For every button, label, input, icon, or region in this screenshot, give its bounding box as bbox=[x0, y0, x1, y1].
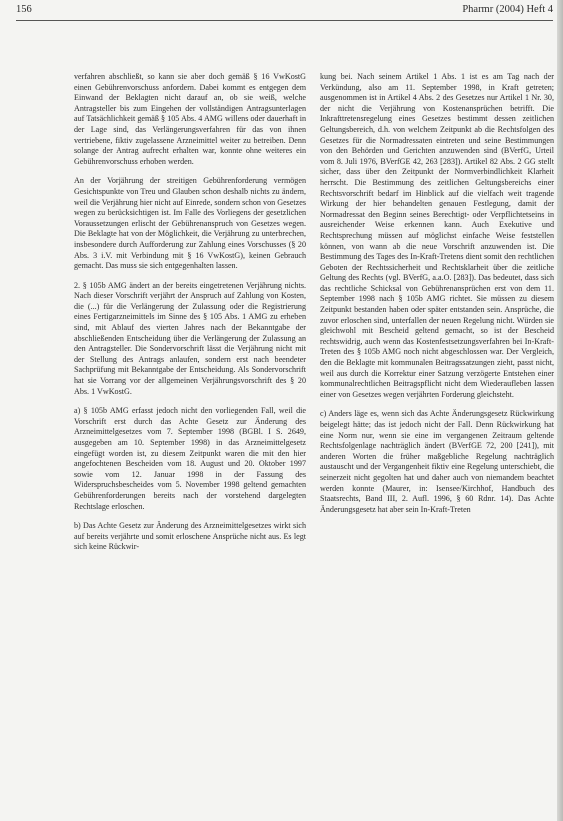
paragraph: verfahren abschließt, so kann sie aber doch gemäß § 16 VwKostG einen Gebührenvorschuss anfordern. Dabei kommt es entgegen dem Einwand der Beklagten nicht darauf an, ob sie weiß, welche Antragsteller bis zum Eingehen der vollständigen Antragsunterlagen auf Tatsächlichkeit gemäß § 105 Abs. 4 AMG willens oder dauerhaft in der Lage sind, das Verlängerungsverfahren für das von ihnen vertriebene, fiktiv zugelassene Arzneimittel weiter zu betreiben. Denn solange der Antrag aufrecht erhalten war, konnte ohne weiteres ein Gebührenvorschuss erhoben werden. bbox=[74, 72, 306, 166]
left-column bbox=[74, 72, 306, 812]
paragraph: An der Vorjährung der streitigen Gebührenforderung vermögen Gesichtspunkte von Treu und Glauben schon deshalb nichts zu ändern, weil die Verjährung hier nicht auf Einrede, sondern schon von Gesetzes wegen zu berücksichtigen ist. Im Falle des Vorliegens der gesetzlichen Voraussetzungen erlischt der Gebührenanspruch von Gesetzes wegen. Die Beklagte hat von der Möglichkeit, die Verjährung zu unterbrechen, insbesondere durch Aufforderung zur Zahlung eines Vorschusses (§ 20 Abs. 3 i.V. mit Verbindung mit § 16 VwKostG), keinen Gebrauch gemacht. Das muss sie sich entgegenhalten lassen. bbox=[74, 176, 306, 271]
paragraph: kung bei. Nach seinem Artikel 1 Abs. 1 ist es am Tag nach der Verkündung, also am 11. September 1998, in Kraft getreten; ausgenommen ist in Artikel 4 Abs. 2 des Gesetzes nur Artikel 1 Nr. 30, der nicht die Verjährung von Kostenansprüchen betrifft. Die Inkrafttretensregelung eines Gesetzes bestimmt dessen zeitlichen Geltungsbereich, d.h. von welchem Zeitpunkt ab die Rechtsfolgen des Gesetzes für die Normadressaten eintreten und seine Bestimmungen von den Behörden und Gerichten anzuwenden sind (BVerfG, Urteil vom 8. Juli 1976, BVerfGE 42, 263 [283]). Artikel 82 Abs. 2 GG stellt sicher, dass über den Zeitpunkt der Normverbindlichkeit Klarheit herrscht. Die Bestimmung des zeitlichen Geltungsbereichs einer Rechtsvorschrift bedarf im Hinblick auf die vielfach weit tragende Wirkung der hier behandelten genauen Festlegung, damit der Normadressat den Beginn seines Berechtigt- oder Verpflichtetseins in ausreichender Weise erkennen kann. Auch Exekutive und Rechtsprechung müssen auf möglichst einfache Weise feststellen können, von wann ab die neue Vorschrift anzuwenden ist. Die Bestimmung des Tages des In-Kraft-Tretens dient somit den rechtlichen Geboten der Rechtssicherheit und Rechtsklarheit über die zeitliche Geltung des Rechts (vgl. BVerfG, a.a.O. [283]). Das bedeutet, dass sich das rechtliche Schicksal von Gebührenansprüchen erst von dem 11. September 1998 nach § 105b AMG richtet. Sie müssen zu diesem Zeitpunkt bestanden haben oder später entstanden sein. Ansprüche, die zuvor erloschen sind, unterfallen der neuen Regelung nicht. Würden sie gleichwohl mit Bescheid geltend gemacht, so ist der Bescheid rechtswidrig, auch wenn das Kostenfestsetzungsverfahren bei In-Kraft-Treten des § 105b AMG noch nicht abgeschlossen war. Der Vergleich, den die Beklagte mit kommunalen Beitragssatzungen zieht, passt nicht, weil aus durch die Korrektur einer Satzung verzögerte Entstehen einer kommunalrechtlichen Beitragspflicht nicht dem Wiederaufleben lassen einer von Gesetzes wegen verjährten Forderung gleichsteht. bbox=[320, 72, 554, 399]
paragraph: c) Anders läge es, wenn sich das Achte Änderungsgesetz Rückwirkung beigelegt hätte; das ist jedoch nicht der Fall. Denn Rückwirkung hat eine Norm nur, wenn sie eine im vergangenen Zeitraum geltende Rechtsfolgenlage nachträglich ändert (BVerfGE 72, 200 [241]), mit anderen Worten die früher maßgebliche Regelung nachträglich austauscht und der Vergangenheit fiktiv eine Regelung unterschiebt, die seinerzeit nicht gegolten hat und daher auch von niemandem beachtet werden konnte (Maurer, in: Isensee/Kirchhof, Handbuch des Staatsrechts, Band III, 2. Aufl. 1996, § 60 Rdnr. 14). Das Achte Änderungsgesetz hat aber sein In-Kraft-Treten bbox=[320, 409, 554, 514]
header-rule bbox=[16, 20, 553, 21]
journal-title: Pharmr (2004) Heft 4 bbox=[462, 4, 553, 15]
paragraph: 2. § 105b AMG ändert an der bereits eingetretenen Verjährung nichts. Nach dieser Vorschrift verjährt der Anspruch auf Zahlung von Kosten, die (...) für die Verlängerung der Zulassung oder die Registrierung eines Fertigarzneimittels im Sinne des § 105 Abs. 1 AMG zu erheben sind, mit Ablauf des vierten Jahres nach der Bekanntgabe der abschließenden Entscheidung über die Verlängerung der Zulassung an den Antragsteller. Die Sondervorschrift lässt die Verjährung nicht mit der Stellung des Antrags anlaufen, sondern erst nach beendeter Sachprüfung mit Bekanntgabe der Entscheidung. Als Sondervorschrift hat sie Vorrang vor der allgemeinen Verjährungsvorschrift des § 20 Abs. 1 VwKostG. bbox=[74, 280, 306, 396]
paragraph: a) § 105b AMG erfasst jedoch nicht den vorliegenden Fall, weil die Vorschrift erst durch das Achte Gesetz zur Änderung des Arzneimittelgesetzes vom 7. September 1998 (BGBl. I S. 2649, ausgegeben am 10. September 1998) in das Arzneimittelgesetz eingefügt worden ist, zu diesem Zeitpunkt waren die mit den hier angefochtenen Bescheiden vom 18. August und 20. Oktober 1997 sowie vom 12. Januar 1998 in der Fassung des Widerspruchsbescheides vom 5. November 1998 geltend gemachten Gebührenforderungen bereits nach der vorstehend dargelegten Rechtslage erloschen. bbox=[74, 406, 306, 511]
page-edge-shadow bbox=[557, 0, 563, 821]
paragraph: b) Das Achte Gesetz zur Änderung des Arzneimittelgesetzes wirkt sich auf bereits verjährte und somit erloschene Ansprüche nicht aus. Es legt sich keine Rückwir- bbox=[74, 521, 306, 552]
right-column bbox=[320, 72, 554, 812]
page-header bbox=[16, 4, 553, 18]
page-number: 156 bbox=[16, 4, 32, 15]
